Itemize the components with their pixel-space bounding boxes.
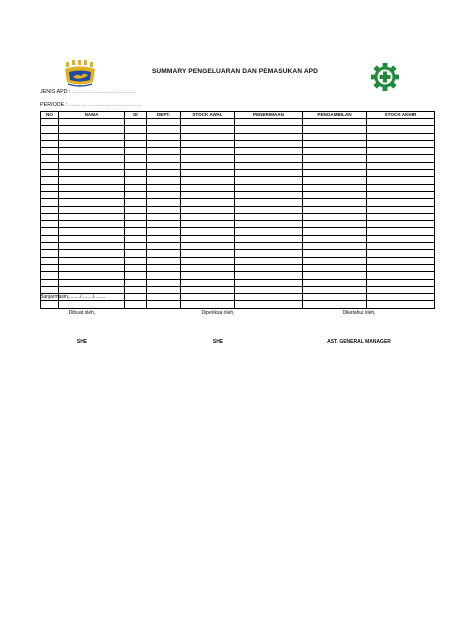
- table-cell: [181, 213, 235, 220]
- table-cell: [303, 213, 367, 220]
- table-cell: [303, 140, 367, 147]
- table-cell: [41, 177, 59, 184]
- table-cell: [125, 199, 147, 206]
- col-header-penerimaan: PENERIMAAN: [235, 112, 303, 119]
- table-cell: [367, 250, 435, 257]
- table-cell: [303, 206, 367, 213]
- table-cell: [41, 191, 59, 198]
- table-cell: [235, 221, 303, 228]
- table-cell: [125, 177, 147, 184]
- table-cell: [367, 294, 435, 301]
- table-cell: [235, 155, 303, 162]
- table-cell: [147, 213, 181, 220]
- table-cell: [41, 235, 59, 242]
- table-cell: [125, 286, 147, 293]
- table-cell: [235, 286, 303, 293]
- col-header-id: ID: [125, 112, 147, 119]
- table-cell: [367, 264, 435, 271]
- table-cell: [367, 286, 435, 293]
- table-cell: [181, 294, 235, 301]
- table-cell: [181, 126, 235, 133]
- table-row: [41, 286, 435, 293]
- table-cell: [235, 184, 303, 191]
- table-cell: [59, 264, 125, 271]
- table-cell: [181, 235, 235, 242]
- table-cell: [367, 221, 435, 228]
- table-cell: [59, 162, 125, 169]
- table-cell: [367, 126, 435, 133]
- table-cell: [59, 140, 125, 147]
- table-cell: [367, 162, 435, 169]
- table-cell: [59, 301, 125, 308]
- table-row: [41, 264, 435, 271]
- table-cell: [181, 301, 235, 308]
- table-cell: [125, 126, 147, 133]
- table-cell: [367, 272, 435, 279]
- table-row: [41, 301, 435, 308]
- table-cell: [125, 235, 147, 242]
- table-cell: [59, 279, 125, 286]
- table-cell: [125, 272, 147, 279]
- table-cell: [235, 264, 303, 271]
- table-cell: [59, 228, 125, 235]
- table-cell: [59, 243, 125, 250]
- table-row: [41, 279, 435, 286]
- table-cell: [303, 170, 367, 177]
- table-cell: [235, 294, 303, 301]
- table-cell: [235, 119, 303, 126]
- table-cell: [59, 170, 125, 177]
- signature-role-prepared: Dibuat oleh,: [68, 310, 96, 316]
- signature-role-acknowledged: Diketahui oleh,: [342, 310, 376, 316]
- table-cell: [125, 243, 147, 250]
- table-cell: [235, 228, 303, 235]
- table-cell: [41, 133, 59, 140]
- table-cell: [303, 119, 367, 126]
- table-cell: [235, 272, 303, 279]
- signature-role-checked: Diperiksa oleh,: [201, 310, 235, 316]
- table-cell: [181, 119, 235, 126]
- table-cell: [181, 243, 235, 250]
- table-row: [41, 206, 435, 213]
- table-cell: [41, 170, 59, 177]
- table-header-row: [41, 112, 435, 119]
- table-cell: [303, 257, 367, 264]
- table-cell: [181, 206, 235, 213]
- table-cell: [41, 228, 59, 235]
- table-cell: [235, 133, 303, 140]
- document-title: SUMMARY PENGELUARAN DAN PEMASUKAN APD: [151, 68, 319, 75]
- table-cell: [41, 272, 59, 279]
- table-cell: [303, 235, 367, 242]
- table-row: [41, 250, 435, 257]
- table-cell: [303, 228, 367, 235]
- table-cell: [303, 243, 367, 250]
- table-cell: [235, 206, 303, 213]
- table-cell: [59, 286, 125, 293]
- table-cell: [303, 279, 367, 286]
- table-cell: [303, 162, 367, 169]
- table-cell: [125, 294, 147, 301]
- table-cell: [235, 170, 303, 177]
- table-cell: [181, 162, 235, 169]
- table-cell: [367, 228, 435, 235]
- table-cell: [235, 191, 303, 198]
- table-cell: [367, 119, 435, 126]
- table-cell: [59, 235, 125, 242]
- table-cell: [147, 140, 181, 147]
- table-cell: [125, 213, 147, 220]
- table-row: [41, 155, 435, 162]
- table-row: [41, 235, 435, 242]
- table-cell: [367, 184, 435, 191]
- table-cell: [147, 206, 181, 213]
- table-cell: [59, 272, 125, 279]
- table-cell: [125, 133, 147, 140]
- apd-summary-table: [40, 111, 435, 309]
- table-cell: [303, 155, 367, 162]
- table-cell: [367, 213, 435, 220]
- table-cell: [235, 177, 303, 184]
- k3-safety-cross-gear-icon: [370, 62, 400, 92]
- table-cell: [181, 228, 235, 235]
- table-cell: [147, 221, 181, 228]
- table-cell: [367, 243, 435, 250]
- table-cell: [235, 243, 303, 250]
- table-cell: [125, 264, 147, 271]
- table-cell: [367, 177, 435, 184]
- table-cell: [367, 140, 435, 147]
- table-cell: [367, 170, 435, 177]
- table-row: [41, 184, 435, 191]
- table-cell: [303, 286, 367, 293]
- table-cell: [125, 170, 147, 177]
- table-cell: [181, 133, 235, 140]
- table-cell: [235, 257, 303, 264]
- table-cell: [181, 177, 235, 184]
- table-cell: [303, 148, 367, 155]
- table-cell: [367, 155, 435, 162]
- table-cell: [59, 250, 125, 257]
- table-cell: [303, 184, 367, 191]
- table-cell: [181, 170, 235, 177]
- table-cell: [235, 235, 303, 242]
- table-cell: [41, 221, 59, 228]
- table-cell: [125, 228, 147, 235]
- table-cell: [235, 140, 303, 147]
- place-date-line: Banjarmasin,......../......../........: [40, 294, 106, 300]
- table-cell: [303, 133, 367, 140]
- table-cell: [235, 199, 303, 206]
- table-cell: [125, 279, 147, 286]
- table-cell: [125, 148, 147, 155]
- table-cell: [41, 140, 59, 147]
- table-cell: [235, 250, 303, 257]
- table-cell: [41, 119, 59, 126]
- table-cell: [125, 184, 147, 191]
- table-cell: [147, 257, 181, 264]
- table-cell: [147, 250, 181, 257]
- table-cell: [147, 148, 181, 155]
- table-cell: [303, 177, 367, 184]
- table-cell: [181, 184, 235, 191]
- table-cell: [125, 257, 147, 264]
- table-cell: [59, 221, 125, 228]
- table-cell: [147, 184, 181, 191]
- jenis-apd-blank: ......................................: [72, 89, 137, 95]
- table-cell: [41, 213, 59, 220]
- table-row: [41, 272, 435, 279]
- periode-blank: ...........................................: [68, 102, 142, 108]
- table-cell: [147, 243, 181, 250]
- table-cell: [125, 301, 147, 308]
- company-emblem-icon: [62, 60, 98, 88]
- table-cell: [303, 191, 367, 198]
- table-row: [41, 213, 435, 220]
- table-cell: [181, 286, 235, 293]
- table-cell: [59, 257, 125, 264]
- table-cell: [367, 148, 435, 155]
- table-cell: [41, 199, 59, 206]
- table-cell: [147, 199, 181, 206]
- table-cell: [367, 133, 435, 140]
- table-cell: [147, 119, 181, 126]
- table-row: [41, 243, 435, 250]
- table-row: [41, 133, 435, 140]
- signature-name-prepared: SHE: [76, 339, 88, 345]
- table-row: [41, 257, 435, 264]
- table-cell: [147, 162, 181, 169]
- table-cell: [59, 191, 125, 198]
- table-cell: [303, 294, 367, 301]
- table-cell: [367, 279, 435, 286]
- table-cell: [367, 191, 435, 198]
- table-row: [41, 170, 435, 177]
- table-cell: [367, 257, 435, 264]
- table-cell: [303, 250, 367, 257]
- col-header-nama: NAMA: [59, 112, 125, 119]
- table-row: [41, 148, 435, 155]
- periode-label: PERIODE :: [40, 102, 68, 108]
- table-cell: [41, 279, 59, 286]
- table-cell: [303, 301, 367, 308]
- table-row: [41, 126, 435, 133]
- jenis-apd-label: JENIS APD :: [40, 89, 71, 95]
- table-cell: [147, 235, 181, 242]
- col-header-dept: DEPT.: [147, 112, 181, 119]
- table-cell: [41, 155, 59, 162]
- table-cell: [367, 235, 435, 242]
- table-cell: [235, 126, 303, 133]
- table-cell: [181, 250, 235, 257]
- table-cell: [235, 279, 303, 286]
- table-cell: [59, 199, 125, 206]
- table-cell: [147, 155, 181, 162]
- table-cell: [181, 148, 235, 155]
- table-cell: [303, 126, 367, 133]
- col-header-stock-awal: STOCK AWAL: [181, 112, 235, 119]
- table-cell: [147, 177, 181, 184]
- table-cell: [147, 133, 181, 140]
- table-cell: [147, 170, 181, 177]
- table-cell: [41, 206, 59, 213]
- table-cell: [125, 162, 147, 169]
- table-cell: [125, 250, 147, 257]
- col-header-no: NO: [41, 112, 59, 119]
- table-cell: [41, 243, 59, 250]
- table-cell: [367, 199, 435, 206]
- table-cell: [59, 206, 125, 213]
- table-cell: [59, 184, 125, 191]
- table-cell: [367, 301, 435, 308]
- signature-name-acknowledged: AST. GENERAL MANAGER: [327, 339, 391, 345]
- table-cell: [181, 221, 235, 228]
- table-cell: [59, 177, 125, 184]
- table-cell: [181, 155, 235, 162]
- table-cell: [181, 264, 235, 271]
- table-cell: [125, 206, 147, 213]
- table-cell: [41, 250, 59, 257]
- col-header-pengambilan: PENGAMBILAN: [303, 112, 367, 119]
- table-row: [41, 177, 435, 184]
- table-row: [41, 119, 435, 126]
- table-cell: [59, 126, 125, 133]
- table-cell: [147, 228, 181, 235]
- table-cell: [41, 301, 59, 308]
- table-cell: [181, 279, 235, 286]
- table-cell: [41, 184, 59, 191]
- table-cell: [303, 199, 367, 206]
- table-cell: [147, 264, 181, 271]
- table-cell: [41, 162, 59, 169]
- table-row: [41, 162, 435, 169]
- table-cell: [59, 148, 125, 155]
- table-cell: [303, 221, 367, 228]
- table-cell: [125, 221, 147, 228]
- table-cell: [125, 191, 147, 198]
- table-row: [41, 199, 435, 206]
- table-cell: [235, 301, 303, 308]
- table-cell: [235, 148, 303, 155]
- table-cell: [59, 133, 125, 140]
- table-cell: [41, 264, 59, 271]
- table-cell: [181, 140, 235, 147]
- table-cell: [147, 286, 181, 293]
- periode-field: [40, 102, 142, 108]
- table-cell: [303, 264, 367, 271]
- table-cell: [59, 119, 125, 126]
- jenis-apd-field: [40, 89, 137, 95]
- table-cell: [181, 191, 235, 198]
- table-cell: [59, 213, 125, 220]
- table-cell: [59, 155, 125, 162]
- signature-name-checked: SHE: [212, 339, 224, 345]
- table-cell: [125, 155, 147, 162]
- table-cell: [41, 286, 59, 293]
- table-cell: [147, 272, 181, 279]
- table-cell: [235, 162, 303, 169]
- table-cell: [147, 294, 181, 301]
- table-cell: [181, 272, 235, 279]
- table-cell: [147, 191, 181, 198]
- table-cell: [181, 257, 235, 264]
- table-cell: [147, 279, 181, 286]
- table-row: [41, 140, 435, 147]
- table-row: [41, 191, 435, 198]
- table-row: [41, 228, 435, 235]
- table-body: [41, 119, 435, 309]
- table-cell: [125, 119, 147, 126]
- table-row: [41, 221, 435, 228]
- table-cell: [41, 126, 59, 133]
- col-header-stock-akhir: STOCK AKHIR: [367, 112, 435, 119]
- table-cell: [235, 213, 303, 220]
- table-cell: [41, 148, 59, 155]
- table-cell: [125, 140, 147, 147]
- table-cell: [303, 272, 367, 279]
- table-cell: [41, 257, 59, 264]
- table-cell: [147, 301, 181, 308]
- table-cell: [367, 206, 435, 213]
- table-cell: [181, 199, 235, 206]
- table-cell: [147, 126, 181, 133]
